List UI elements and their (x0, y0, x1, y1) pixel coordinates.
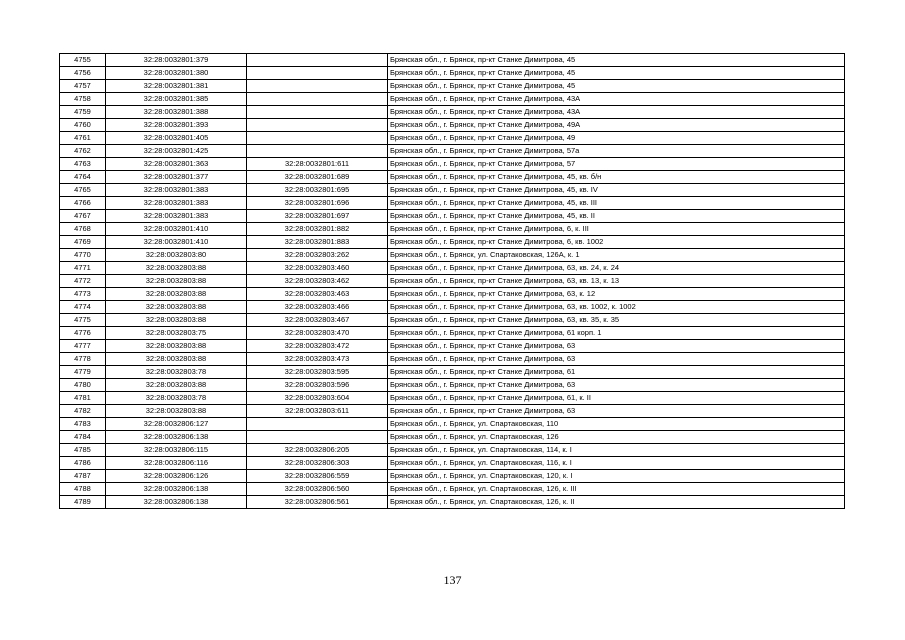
table-row (60, 262, 845, 275)
parent-cadastral-number-cell: 32:28:0032803:462 (247, 275, 388, 288)
parent-cadastral-number-cell: 32:28:0032803:466 (247, 301, 388, 314)
cadastral-number-cell: 32:28:0032801:381 (106, 80, 247, 93)
parent-cadastral-number-cell: 32:28:0032803:467 (247, 314, 388, 327)
address-cell: Брянская обл., г. Брянск, пр-кт Станке Димитрова, 6, кв. 1002 (388, 236, 845, 249)
parent-cadastral-number-cell: 32:28:0032803:470 (247, 327, 388, 340)
address-cell: Брянская обл., г. Брянск, пр-кт Станке Димитрова, 57 (388, 158, 845, 171)
cadastral-number-cell: 32:28:0032801:363 (106, 158, 247, 171)
parent-cadastral-number-cell (247, 80, 388, 93)
table-row (60, 392, 845, 405)
row-number-cell: 4786 (60, 457, 106, 470)
table-row (60, 145, 845, 158)
cadastral-number-cell: 32:28:0032803:88 (106, 262, 247, 275)
cadastral-number-cell: 32:28:0032801:410 (106, 223, 247, 236)
cadastral-number-cell: 32:28:0032801:383 (106, 184, 247, 197)
table-row (60, 327, 845, 340)
row-number-cell: 4785 (60, 444, 106, 457)
row-number-cell: 4781 (60, 392, 106, 405)
address-cell: Брянская обл., г. Брянск, пр-кт Станке Димитрова, 63 (388, 340, 845, 353)
table-row (60, 288, 845, 301)
table-row (60, 158, 845, 171)
row-number-cell: 4784 (60, 431, 106, 444)
parent-cadastral-number-cell (247, 132, 388, 145)
table-row (60, 301, 845, 314)
cadastral-number-cell: 32:28:0032803:78 (106, 366, 247, 379)
cadastral-number-cell: 32:28:0032806:138 (106, 431, 247, 444)
address-cell: Брянская обл., г. Брянск, ул. Спартаковская, 110 (388, 418, 845, 431)
address-cell: Брянская обл., г. Брянск, пр-кт Станке Димитрова, 45, кв. IV (388, 184, 845, 197)
parent-cadastral-number-cell: 32:28:0032806:560 (247, 483, 388, 496)
table-row (60, 54, 845, 67)
address-cell: Брянская обл., г. Брянск, пр-кт Станке Димитрова, 45 (388, 54, 845, 67)
row-number-cell: 4783 (60, 418, 106, 431)
table-row (60, 431, 845, 444)
row-number-cell: 4779 (60, 366, 106, 379)
parent-cadastral-number-cell (247, 106, 388, 119)
table-row (60, 275, 845, 288)
parent-cadastral-number-cell: 32:28:0032803:473 (247, 353, 388, 366)
cadastral-number-cell: 32:28:0032801:410 (106, 236, 247, 249)
parent-cadastral-number-cell (247, 418, 388, 431)
parent-cadastral-number-cell: 32:28:0032801:695 (247, 184, 388, 197)
cadastral-number-cell: 32:28:0032801:388 (106, 106, 247, 119)
row-number-cell: 4763 (60, 158, 106, 171)
table-row (60, 93, 845, 106)
row-number-cell: 4780 (60, 379, 106, 392)
table-row (60, 340, 845, 353)
row-number-cell: 4776 (60, 327, 106, 340)
parent-cadastral-number-cell: 32:28:0032803:604 (247, 392, 388, 405)
table-row (60, 457, 845, 470)
table-row (60, 483, 845, 496)
row-number-cell: 4756 (60, 67, 106, 80)
table-row (60, 496, 845, 509)
parent-cadastral-number-cell: 32:28:0032803:463 (247, 288, 388, 301)
table-row (60, 249, 845, 262)
table-row (60, 223, 845, 236)
row-number-cell: 4775 (60, 314, 106, 327)
cadastral-number-cell: 32:28:0032806:116 (106, 457, 247, 470)
address-cell: Брянская обл., г. Брянск, пр-кт Станке Димитрова, 61 (388, 366, 845, 379)
row-number-cell: 4766 (60, 197, 106, 210)
cadastral-number-cell: 32:28:0032803:88 (106, 353, 247, 366)
cadastral-number-cell: 32:28:0032801:383 (106, 210, 247, 223)
address-cell: Брянская обл., г. Брянск, пр-кт Станке Димитрова, 45, кв. б/н (388, 171, 845, 184)
cadastral-number-cell: 32:28:0032803:88 (106, 379, 247, 392)
row-number-cell: 4788 (60, 483, 106, 496)
table-row (60, 80, 845, 93)
address-cell: Брянская обл., г. Брянск, пр-кт Станке Димитрова, 45 (388, 67, 845, 80)
row-number-cell: 4758 (60, 93, 106, 106)
registry-table-body (60, 54, 845, 509)
row-number-cell: 4755 (60, 54, 106, 67)
table-row (60, 132, 845, 145)
parent-cadastral-number-cell: 32:28:0032806:303 (247, 457, 388, 470)
address-cell: Брянская обл., г. Брянск, пр-кт Станке Димитрова, 45 (388, 80, 845, 93)
address-cell: Брянская обл., г. Брянск, ул. Спартаковская, 126, к. II (388, 496, 845, 509)
cadastral-number-cell: 32:28:0032801:383 (106, 197, 247, 210)
address-cell: Брянская обл., г. Брянск, ул. Спартаковская, 120, к. I (388, 470, 845, 483)
address-cell: Брянская обл., г. Брянск, пр-кт Станке Димитрова, 49 (388, 132, 845, 145)
address-cell: Брянская обл., г. Брянск, пр-кт Станке Димитрова, 43А (388, 106, 845, 119)
cadastral-number-cell: 32:28:0032801:377 (106, 171, 247, 184)
table-row (60, 353, 845, 366)
parent-cadastral-number-cell: 32:28:0032806:561 (247, 496, 388, 509)
address-cell: Брянская обл., г. Брянск, пр-кт Станке Димитрова, 63 (388, 379, 845, 392)
address-cell: Брянская обл., г. Брянск, пр-кт Станке Димитрова, 43А (388, 93, 845, 106)
address-cell: Брянская обл., г. Брянск, ул. Спартаковская, 126А, к. 1 (388, 249, 845, 262)
address-cell: Брянская обл., г. Брянск, пр-кт Станке Димитрова, 61 корп. 1 (388, 327, 845, 340)
parent-cadastral-number-cell: 32:28:0032801:689 (247, 171, 388, 184)
row-number-cell: 4772 (60, 275, 106, 288)
row-number-cell: 4757 (60, 80, 106, 93)
address-cell: Брянская обл., г. Брянск, пр-кт Станке Димитрова, 63, кв. 35, к. 35 (388, 314, 845, 327)
row-number-cell: 4778 (60, 353, 106, 366)
parent-cadastral-number-cell: 32:28:0032806:559 (247, 470, 388, 483)
table-row (60, 197, 845, 210)
row-number-cell: 4768 (60, 223, 106, 236)
parent-cadastral-number-cell: 32:28:0032801:883 (247, 236, 388, 249)
table-row (60, 119, 845, 132)
cadastral-number-cell: 32:28:0032801:380 (106, 67, 247, 80)
address-cell: Брянская обл., г. Брянск, ул. Спартаковская, 116, к. I (388, 457, 845, 470)
address-cell: Брянская обл., г. Брянск, ул. Спартаковская, 126, к. III (388, 483, 845, 496)
table-row (60, 314, 845, 327)
table-row (60, 405, 845, 418)
table-row (60, 171, 845, 184)
parent-cadastral-number-cell (247, 54, 388, 67)
parent-cadastral-number-cell: 32:28:0032801:696 (247, 197, 388, 210)
row-number-cell: 4777 (60, 340, 106, 353)
cadastral-number-cell: 32:28:0032801:405 (106, 132, 247, 145)
parent-cadastral-number-cell: 32:28:0032803:595 (247, 366, 388, 379)
row-number-cell: 4774 (60, 301, 106, 314)
cadastral-number-cell: 32:28:0032803:88 (106, 301, 247, 314)
table-row (60, 67, 845, 80)
cadastral-number-cell: 32:28:0032803:78 (106, 392, 247, 405)
parent-cadastral-number-cell (247, 119, 388, 132)
row-number-cell: 4782 (60, 405, 106, 418)
row-number-cell: 4764 (60, 171, 106, 184)
cadastral-number-cell: 32:28:0032803:88 (106, 275, 247, 288)
row-number-cell: 4760 (60, 119, 106, 132)
row-number-cell: 4789 (60, 496, 106, 509)
address-cell: Брянская обл., г. Брянск, пр-кт Станке Димитрова, 63, кв. 24, к. 24 (388, 262, 845, 275)
cadastral-number-cell: 32:28:0032801:385 (106, 93, 247, 106)
address-cell: Брянская обл., г. Брянск, пр-кт Станке Димитрова, 63, кв. 13, к. 13 (388, 275, 845, 288)
address-cell: Брянская обл., г. Брянск, пр-кт Станке Димитрова, 63, кв. 1002, к. 1002 (388, 301, 845, 314)
cadastral-number-cell: 32:28:0032803:88 (106, 405, 247, 418)
address-cell: Брянская обл., г. Брянск, пр-кт Станке Димитрова, 45, кв. III (388, 197, 845, 210)
address-cell: Брянская обл., г. Брянск, пр-кт Станке Димитрова, 49А (388, 119, 845, 132)
parent-cadastral-number-cell: 32:28:0032803:262 (247, 249, 388, 262)
address-cell: Брянская обл., г. Брянск, пр-кт Станке Димитрова, 6, к. III (388, 223, 845, 236)
cadastral-number-cell: 32:28:0032806:138 (106, 496, 247, 509)
cadastral-number-cell: 32:28:0032801:425 (106, 145, 247, 158)
parent-cadastral-number-cell: 32:28:0032806:205 (247, 444, 388, 457)
table-row (60, 184, 845, 197)
row-number-cell: 4765 (60, 184, 106, 197)
cadastral-number-cell: 32:28:0032801:393 (106, 119, 247, 132)
address-cell: Брянская обл., г. Брянск, пр-кт Станке Димитрова, 63 (388, 405, 845, 418)
table-row (60, 210, 845, 223)
parent-cadastral-number-cell: 32:28:0032801:697 (247, 210, 388, 223)
table-row (60, 366, 845, 379)
cadastral-number-cell: 32:28:0032806:115 (106, 444, 247, 457)
registry-table (59, 53, 845, 509)
table-row (60, 470, 845, 483)
address-cell: Брянская обл., г. Брянск, пр-кт Станке Димитрова, 45, кв. II (388, 210, 845, 223)
parent-cadastral-number-cell: 32:28:0032801:882 (247, 223, 388, 236)
table-row (60, 418, 845, 431)
row-number-cell: 4787 (60, 470, 106, 483)
cadastral-number-cell: 32:28:0032803:88 (106, 340, 247, 353)
address-cell: Брянская обл., г. Брянск, пр-кт Станке Димитрова, 63, к. 12 (388, 288, 845, 301)
parent-cadastral-number-cell (247, 431, 388, 444)
row-number-cell: 4773 (60, 288, 106, 301)
cadastral-number-cell: 32:28:0032803:88 (106, 288, 247, 301)
address-cell: Брянская обл., г. Брянск, пр-кт Станке Димитрова, 57а (388, 145, 845, 158)
page-number: 137 (443, 573, 462, 587)
address-cell: Брянская обл., г. Брянск, ул. Спартаковская, 114, к. I (388, 444, 845, 457)
parent-cadastral-number-cell: 32:28:0032803:596 (247, 379, 388, 392)
row-number-cell: 4761 (60, 132, 106, 145)
cadastral-number-cell: 32:28:0032803:88 (106, 314, 247, 327)
row-number-cell: 4759 (60, 106, 106, 119)
table-row (60, 444, 845, 457)
cadastral-number-cell: 32:28:0032801:379 (106, 54, 247, 67)
cadastral-number-cell: 32:28:0032806:126 (106, 470, 247, 483)
parent-cadastral-number-cell: 32:28:0032801:611 (247, 158, 388, 171)
address-cell: Брянская обл., г. Брянск, пр-кт Станке Димитрова, 63 (388, 353, 845, 366)
table-row (60, 379, 845, 392)
row-number-cell: 4771 (60, 262, 106, 275)
table-row (60, 106, 845, 119)
parent-cadastral-number-cell: 32:28:0032803:460 (247, 262, 388, 275)
address-cell: Брянская обл., г. Брянск, ул. Спартаковская, 126 (388, 431, 845, 444)
cadastral-number-cell: 32:28:0032803:75 (106, 327, 247, 340)
row-number-cell: 4770 (60, 249, 106, 262)
row-number-cell: 4762 (60, 145, 106, 158)
parent-cadastral-number-cell: 32:28:0032803:472 (247, 340, 388, 353)
parent-cadastral-number-cell (247, 67, 388, 80)
parent-cadastral-number-cell (247, 145, 388, 158)
cadastral-number-cell: 32:28:0032806:138 (106, 483, 247, 496)
cadastral-number-cell: 32:28:0032803:80 (106, 249, 247, 262)
row-number-cell: 4769 (60, 236, 106, 249)
parent-cadastral-number-cell (247, 93, 388, 106)
address-cell: Брянская обл., г. Брянск, пр-кт Станке Димитрова, 61, к. II (388, 392, 845, 405)
table-row (60, 236, 845, 249)
parent-cadastral-number-cell: 32:28:0032803:611 (247, 405, 388, 418)
cadastral-number-cell: 32:28:0032806:127 (106, 418, 247, 431)
row-number-cell: 4767 (60, 210, 106, 223)
